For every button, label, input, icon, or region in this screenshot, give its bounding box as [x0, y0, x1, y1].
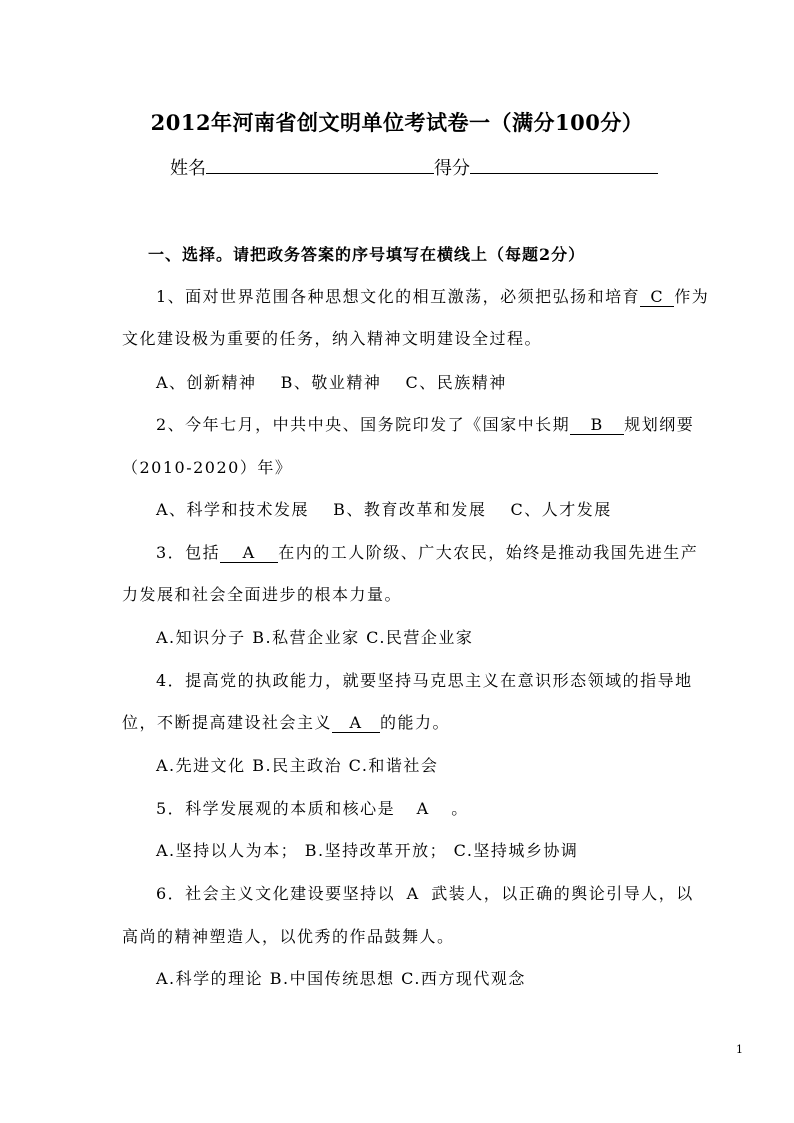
- question-6-line-1: 6．社会主义文化建设要坚持以 A 武装人，以正确的舆论引导人，以: [156, 884, 694, 903]
- section-heading: 一、选择。请把政务答案的序号填写在横线上（每题2分）: [148, 245, 586, 264]
- name-blank[interactable]: [206, 155, 434, 174]
- question-6-answer[interactable]: A: [406, 884, 420, 903]
- question-2-line-1: 2、今年七月，中共中央、国务院印发了《国家中长期 B 规划纲要: [156, 415, 695, 434]
- question-4-line-2: 位，不断提高建设社会主义 A 的能力。: [122, 713, 451, 732]
- question-5-answer[interactable]: A: [416, 799, 430, 818]
- question-4-answer[interactable]: A: [332, 714, 380, 733]
- question-2-line-2: （2010-2020）年》: [122, 458, 293, 477]
- question-3-line-1: 3．包括 A 在内的工人阶级、广大农民，始终是推动我国先进生产: [156, 543, 699, 562]
- question-5-line-1: 5．科学发展观的本质和核心是 A 。: [156, 799, 469, 818]
- question-1-answer[interactable]: C: [640, 288, 674, 307]
- score-label: 得分: [434, 158, 470, 179]
- question-1-line-2: 文化建设极为重要的任务，纳入精神文明建设全过程。: [122, 329, 543, 348]
- question-4-line-1: 4．提高党的执政能力，就要坚持马克思主义在意识形态领域的指导地: [156, 671, 693, 690]
- question-6-line-2: 高尚的精神塑造人，以优秀的作品鼓舞人。: [122, 927, 455, 946]
- question-3-line-2: 力发展和社会全面进步的根本力量。: [122, 585, 403, 604]
- question-2-options: A、科学和技术发展 B、教育改革和发展 C、人才发展: [156, 500, 612, 519]
- question-3-answer[interactable]: A: [220, 544, 278, 563]
- name-label: 姓名: [170, 158, 206, 179]
- page-number: 1: [736, 1043, 743, 1056]
- question-3-options: A.知识分子 B.私营企业家 C.民营企业家: [156, 628, 474, 647]
- question-4-options: A.先进文化 B.民主政治 C.和谐社会: [156, 756, 439, 775]
- question-5-options: A.坚持以人为本； B.坚持改革开放； C.坚持城乡协调: [156, 841, 579, 860]
- question-2-answer[interactable]: B: [570, 416, 624, 435]
- question-6-options: A.科学的理论 B.中国传统思想 C.西方现代观念: [156, 969, 526, 988]
- question-1-line-1: 1、面对世界范围各种思想文化的相互激荡，必须把弘扬和培育 C 作为: [156, 287, 710, 306]
- page-title: 2012年河南省创文明单位考试卷一（满分100分）: [150, 110, 644, 135]
- question-1-options: A、创新精神 B、敬业精神 C、民族精神: [156, 373, 507, 392]
- score-blank[interactable]: [470, 155, 658, 174]
- name-score-row: [170, 154, 658, 180]
